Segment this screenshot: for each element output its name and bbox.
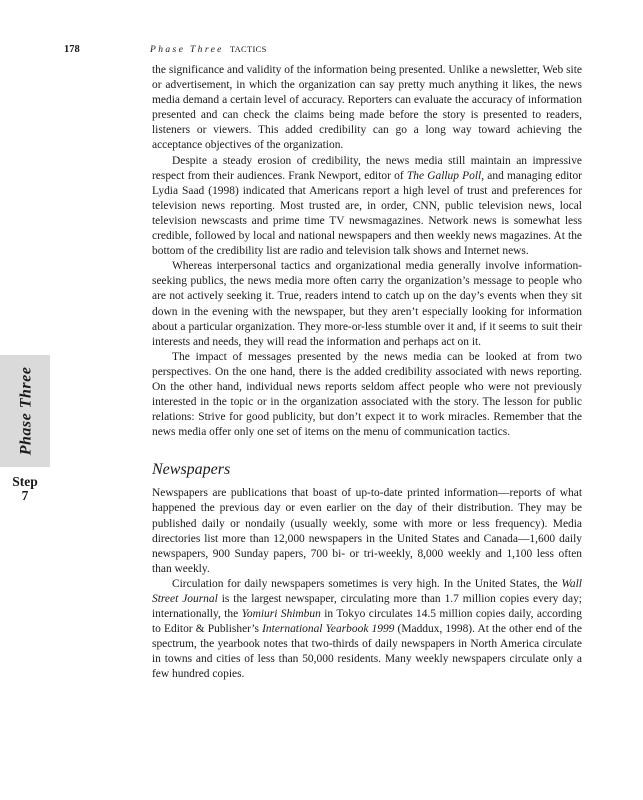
- page-number: 178: [64, 44, 80, 55]
- header-section: TACTICS: [229, 44, 267, 54]
- header-phase: Phase Three: [150, 45, 224, 55]
- side-tab-label-wrap: [6, 356, 46, 466]
- body-text: [152, 63, 582, 683]
- paragraph: Newspapers are publications that boast of up-to-date printed information—reports of what happened the previous day or even earlier on the day of their distribution. They may be published daily or nondaily (usually weekly, some with more or less frequency). Media directories list more than 12,000 newspapers in the United States and Canada—1,600 daily newspapers, 900 Sunday papers, 700 bi- or tri-weekly, 8,000 weekly and 1,100 less often than weekly.: [152, 487, 582, 575]
- publication-title: Yomiuri Shimbun: [241, 608, 321, 621]
- section-heading: Newspapers: [152, 461, 231, 479]
- paragraph: Circulation for daily newspapers sometimes is very high. In the United States, the Wall Street Journal is the largest newspaper, circulating more than 1.7 million copies every day; internationally, the Yomiuri Shimbun in Tokyo circulates 14.5 million copies daily, according to Editor & Publisher’s International Yearbook 1999 (Maddux, 1998). At the other end of the spectrum, the yearbook notes that two-thirds of daily newspapers in North America circulate in towns and cities of less than 50,000 residents. Many weekly newspapers circulate only a few hundred copies.: [152, 577, 582, 681]
- paragraph: Despite a steady erosion of credibility, the news media still maintain an impressive respect from their audiences. Frank Newport, editor of The Gallup Poll, and managing editor Lydia Saad (1998) indicated that Americans report a high level of trust and preferences for television news reporting. Most trusted are, in order, CNN, public television news, local television newscasts and prime time TV newsmagazines. Network news is somewhat less credible, followed by local and national newspapers and then weekly news magazines. At the bottom of the credibility list are radio and television talk shows and Internet news.: [152, 154, 582, 258]
- publication-title: The Gallup Poll,: [406, 169, 485, 182]
- publication-title: International Yearbook 1999: [262, 623, 395, 636]
- step-label: Step: [12, 474, 38, 489]
- publication-title: Wall Street Journal: [152, 577, 582, 605]
- side-tab-phase: Phase Three: [17, 366, 35, 456]
- running-header: [64, 44, 267, 55]
- paragraph: The impact of messages presented by the news media can be looked at from two perspectives. On the one hand, there is the added credibility associated with news reporting. On the other hand, individual news reports seldom affect people who were not previously interested in the topic or in the organization associated with the story. The lesson for public relations: Strive for good publicity, but don’t expect it to work miracles. Remember that the news media offer only one set of items on the menu of communication tactics.: [152, 350, 582, 439]
- paragraph: Whereas interpersonal tactics and organizational media generally involve information-seeking publics, the news media more often carry the organization’s message to people who are not actively seeking it. True, readers intend to catch up on the day’s events when they sit down in the evening with the newspaper, but they aren’t especially looking for information about a particular organization. They more-or-less stumble over it and, if it seems to suit their interests and needs, they will read the information and perhaps act on it.: [152, 260, 582, 348]
- paragraph: the significance and validity of the information being presented. Unlike a newsletter, Web site or advertisement, in which the organization can say pretty much anything it likes, the news media demand a certain level of accuracy. Reporters can evaluate the accuracy of information presented and can check the claims being made before the story is presented to readers, listeners or viewers. This added credibility can go a long way toward achieving the acceptance objectives of the organization.: [152, 64, 582, 152]
- step-number: 7: [21, 488, 29, 503]
